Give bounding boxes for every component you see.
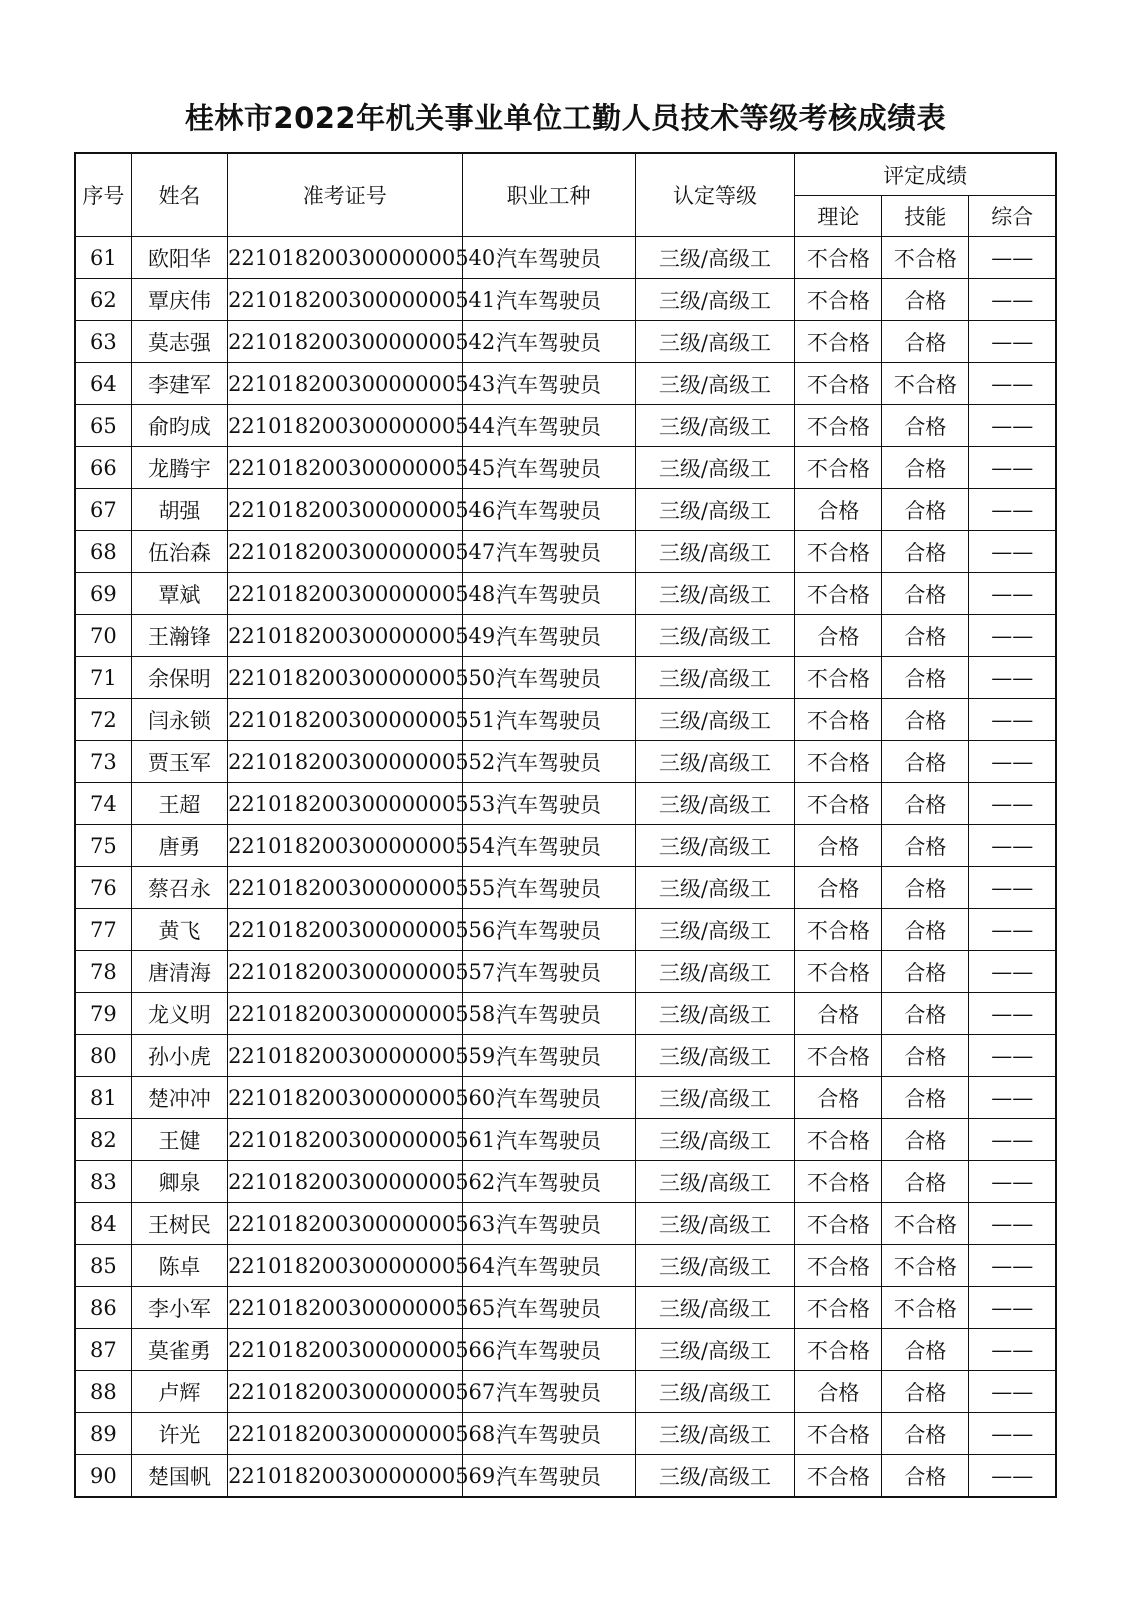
cell-level: 三级/高级工 <box>635 993 795 1035</box>
cell-overall-score: —— <box>969 363 1056 405</box>
cell-exam-id: 22101820030000000558 <box>228 993 462 1035</box>
cell-seq: 63 <box>75 321 131 363</box>
cell-overall-score: —— <box>969 909 1056 951</box>
table-row <box>75 867 1056 909</box>
cell-theory-score: 不合格 <box>795 909 882 951</box>
cell-overall-score: —— <box>969 1245 1056 1287</box>
cell-exam-id: 22101820030000000554 <box>228 825 462 867</box>
cell-theory-score: 合格 <box>795 489 882 531</box>
cell-skill-score: 合格 <box>882 1119 969 1161</box>
cell-level: 三级/高级工 <box>635 1329 795 1371</box>
cell-exam-id: 22101820030000000545 <box>228 447 462 489</box>
table-row <box>75 237 1056 279</box>
cell-seq: 71 <box>75 657 131 699</box>
cell-overall-score: —— <box>969 1371 1056 1413</box>
cell-theory-score: 不合格 <box>795 1413 882 1455</box>
cell-skill-score: 合格 <box>882 657 969 699</box>
cell-exam-id: 22101820030000000563 <box>228 1203 462 1245</box>
cell-skill-score: 合格 <box>882 279 969 321</box>
table-row <box>75 1035 1056 1077</box>
cell-occupation: 汽车驾驶员 <box>462 951 635 993</box>
cell-overall-score: —— <box>969 951 1056 993</box>
cell-name: 许光 <box>131 1413 227 1455</box>
cell-occupation: 汽车驾驶员 <box>462 405 635 447</box>
cell-name: 龙义明 <box>131 993 227 1035</box>
cell-exam-id: 22101820030000000561 <box>228 1119 462 1161</box>
cell-theory-score: 不合格 <box>795 1035 882 1077</box>
cell-overall-score: —— <box>969 825 1056 867</box>
table-row <box>75 279 1056 321</box>
cell-exam-id: 22101820030000000567 <box>228 1371 462 1413</box>
cell-occupation: 汽车驾驶员 <box>462 741 635 783</box>
cell-name: 余保明 <box>131 657 227 699</box>
cell-level: 三级/高级工 <box>635 531 795 573</box>
cell-skill-score: 合格 <box>882 447 969 489</box>
cell-exam-id: 22101820030000000553 <box>228 783 462 825</box>
cell-seq: 74 <box>75 783 131 825</box>
cell-exam-id: 22101820030000000564 <box>228 1245 462 1287</box>
cell-seq: 61 <box>75 237 131 279</box>
cell-name: 欧阳华 <box>131 237 227 279</box>
header-occupation: 职业工种 <box>462 153 635 237</box>
cell-exam-id: 22101820030000000565 <box>228 1287 462 1329</box>
cell-overall-score: —— <box>969 741 1056 783</box>
cell-name: 俞昀成 <box>131 405 227 447</box>
cell-theory-score: 不合格 <box>795 531 882 573</box>
cell-exam-id: 22101820030000000569 <box>228 1455 462 1498</box>
cell-level: 三级/高级工 <box>635 1161 795 1203</box>
cell-seq: 76 <box>75 867 131 909</box>
cell-occupation: 汽车驾驶员 <box>462 1203 635 1245</box>
cell-name: 莫志强 <box>131 321 227 363</box>
cell-occupation: 汽车驾驶员 <box>462 447 635 489</box>
cell-occupation: 汽车驾驶员 <box>462 909 635 951</box>
table-row <box>75 321 1056 363</box>
cell-exam-id: 22101820030000000542 <box>228 321 462 363</box>
cell-skill-score: 合格 <box>882 699 969 741</box>
cell-exam-id: 22101820030000000555 <box>228 867 462 909</box>
table-row <box>75 909 1056 951</box>
cell-theory-score: 不合格 <box>795 741 882 783</box>
table-row <box>75 573 1056 615</box>
cell-exam-id: 22101820030000000556 <box>228 909 462 951</box>
cell-seq: 64 <box>75 363 131 405</box>
cell-occupation: 汽车驾驶员 <box>462 1371 635 1413</box>
cell-exam-id: 22101820030000000547 <box>228 531 462 573</box>
cell-name: 覃斌 <box>131 573 227 615</box>
cell-skill-score: 合格 <box>882 1329 969 1371</box>
cell-overall-score: —— <box>969 1119 1056 1161</box>
cell-name: 孙小虎 <box>131 1035 227 1077</box>
cell-theory-score: 合格 <box>795 615 882 657</box>
cell-level: 三级/高级工 <box>635 1035 795 1077</box>
table-row <box>75 699 1056 741</box>
cell-name: 王瀚锋 <box>131 615 227 657</box>
cell-overall-score: —— <box>969 279 1056 321</box>
cell-seq: 67 <box>75 489 131 531</box>
cell-level: 三级/高级工 <box>635 279 795 321</box>
table-row <box>75 1119 1056 1161</box>
table-row <box>75 531 1056 573</box>
cell-theory-score: 不合格 <box>795 573 882 615</box>
cell-theory-score: 合格 <box>795 825 882 867</box>
cell-occupation: 汽车驾驶员 <box>462 573 635 615</box>
cell-exam-id: 22101820030000000540 <box>228 237 462 279</box>
cell-seq: 77 <box>75 909 131 951</box>
table-row <box>75 1245 1056 1287</box>
cell-level: 三级/高级工 <box>635 825 795 867</box>
cell-seq: 87 <box>75 1329 131 1371</box>
cell-skill-score: 合格 <box>882 405 969 447</box>
table-row <box>75 951 1056 993</box>
cell-name: 覃庆伟 <box>131 279 227 321</box>
cell-theory-score: 不合格 <box>795 405 882 447</box>
cell-overall-score: —— <box>969 573 1056 615</box>
cell-skill-score: 合格 <box>882 783 969 825</box>
cell-level: 三级/高级工 <box>635 1245 795 1287</box>
cell-level: 三级/高级工 <box>635 1119 795 1161</box>
cell-level: 三级/高级工 <box>635 1203 795 1245</box>
cell-skill-score: 合格 <box>882 825 969 867</box>
cell-theory-score: 不合格 <box>795 699 882 741</box>
cell-skill-score: 合格 <box>882 909 969 951</box>
cell-theory-score: 合格 <box>795 867 882 909</box>
cell-theory-score: 不合格 <box>795 1329 882 1371</box>
cell-overall-score: —— <box>969 1329 1056 1371</box>
cell-name: 胡强 <box>131 489 227 531</box>
cell-theory-score: 不合格 <box>795 363 882 405</box>
table-row <box>75 1455 1056 1498</box>
cell-skill-score: 合格 <box>882 321 969 363</box>
cell-name: 贾玉军 <box>131 741 227 783</box>
cell-exam-id: 22101820030000000560 <box>228 1077 462 1119</box>
cell-skill-score: 合格 <box>882 993 969 1035</box>
cell-exam-id: 22101820030000000541 <box>228 279 462 321</box>
cell-level: 三级/高级工 <box>635 783 795 825</box>
cell-exam-id: 22101820030000000552 <box>228 741 462 783</box>
cell-occupation: 汽车驾驶员 <box>462 321 635 363</box>
cell-theory-score: 不合格 <box>795 1287 882 1329</box>
cell-seq: 65 <box>75 405 131 447</box>
cell-occupation: 汽车驾驶员 <box>462 1035 635 1077</box>
cell-exam-id: 22101820030000000566 <box>228 1329 462 1371</box>
table-row <box>75 489 1056 531</box>
table-row <box>75 1287 1056 1329</box>
cell-overall-score: —— <box>969 1077 1056 1119</box>
cell-level: 三级/高级工 <box>635 1455 795 1498</box>
cell-overall-score: —— <box>969 867 1056 909</box>
cell-occupation: 汽车驾驶员 <box>462 1077 635 1119</box>
cell-name: 莫雀勇 <box>131 1329 227 1371</box>
cell-seq: 90 <box>75 1455 131 1498</box>
cell-skill-score: 合格 <box>882 1455 969 1498</box>
cell-theory-score: 合格 <box>795 1371 882 1413</box>
cell-level: 三级/高级工 <box>635 405 795 447</box>
cell-exam-id: 22101820030000000551 <box>228 699 462 741</box>
results-table <box>74 152 1057 1498</box>
cell-occupation: 汽车驾驶员 <box>462 531 635 573</box>
cell-level: 三级/高级工 <box>635 867 795 909</box>
cell-overall-score: —— <box>969 237 1056 279</box>
cell-occupation: 汽车驾驶员 <box>462 825 635 867</box>
cell-skill-score: 不合格 <box>882 363 969 405</box>
cell-overall-score: —— <box>969 699 1056 741</box>
cell-skill-score: 合格 <box>882 867 969 909</box>
cell-overall-score: —— <box>969 531 1056 573</box>
cell-overall-score: —— <box>969 1161 1056 1203</box>
cell-overall-score: —— <box>969 489 1056 531</box>
cell-overall-score: —— <box>969 1203 1056 1245</box>
cell-theory-score: 不合格 <box>795 321 882 363</box>
table-row <box>75 405 1056 447</box>
cell-occupation: 汽车驾驶员 <box>462 615 635 657</box>
cell-theory-score: 不合格 <box>795 237 882 279</box>
cell-theory-score: 不合格 <box>795 447 882 489</box>
header-name: 姓名 <box>131 153 227 237</box>
cell-seq: 85 <box>75 1245 131 1287</box>
cell-occupation: 汽车驾驶员 <box>462 657 635 699</box>
cell-skill-score: 合格 <box>882 1035 969 1077</box>
cell-overall-score: —— <box>969 1035 1056 1077</box>
cell-exam-id: 22101820030000000549 <box>228 615 462 657</box>
cell-exam-id: 22101820030000000559 <box>228 1035 462 1077</box>
cell-seq: 70 <box>75 615 131 657</box>
header-score-group: 评定成绩 <box>795 153 1056 196</box>
cell-theory-score: 不合格 <box>795 1245 882 1287</box>
cell-theory-score: 不合格 <box>795 657 882 699</box>
cell-theory-score: 不合格 <box>795 1119 882 1161</box>
cell-skill-score: 合格 <box>882 489 969 531</box>
cell-occupation: 汽车驾驶员 <box>462 1287 635 1329</box>
cell-overall-score: —— <box>969 1413 1056 1455</box>
table-row <box>75 1413 1056 1455</box>
cell-skill-score: 不合格 <box>882 1245 969 1287</box>
cell-exam-id: 22101820030000000544 <box>228 405 462 447</box>
cell-exam-id: 22101820030000000550 <box>228 657 462 699</box>
header-skill: 技能 <box>882 196 969 237</box>
cell-name: 卢辉 <box>131 1371 227 1413</box>
table-row <box>75 783 1056 825</box>
cell-skill-score: 合格 <box>882 1413 969 1455</box>
cell-name: 卿泉 <box>131 1161 227 1203</box>
cell-name: 李小军 <box>131 1287 227 1329</box>
table-row <box>75 1161 1056 1203</box>
cell-occupation: 汽车驾驶员 <box>462 279 635 321</box>
cell-overall-score: —— <box>969 615 1056 657</box>
header-level: 认定等级 <box>635 153 795 237</box>
cell-level: 三级/高级工 <box>635 1287 795 1329</box>
cell-skill-score: 合格 <box>882 741 969 783</box>
cell-seq: 79 <box>75 993 131 1035</box>
cell-name: 楚国帆 <box>131 1455 227 1498</box>
cell-occupation: 汽车驾驶员 <box>462 489 635 531</box>
cell-exam-id: 22101820030000000557 <box>228 951 462 993</box>
table-row <box>75 363 1056 405</box>
cell-level: 三级/高级工 <box>635 699 795 741</box>
cell-overall-score: —— <box>969 993 1056 1035</box>
cell-seq: 88 <box>75 1371 131 1413</box>
cell-level: 三级/高级工 <box>635 447 795 489</box>
cell-theory-score: 不合格 <box>795 951 882 993</box>
cell-exam-id: 22101820030000000543 <box>228 363 462 405</box>
cell-skill-score: 合格 <box>882 1161 969 1203</box>
table-row <box>75 825 1056 867</box>
cell-level: 三级/高级工 <box>635 321 795 363</box>
cell-seq: 68 <box>75 531 131 573</box>
cell-occupation: 汽车驾驶员 <box>462 1161 635 1203</box>
cell-overall-score: —— <box>969 783 1056 825</box>
cell-level: 三级/高级工 <box>635 951 795 993</box>
cell-level: 三级/高级工 <box>635 489 795 531</box>
cell-occupation: 汽车驾驶员 <box>462 993 635 1035</box>
cell-name: 唐勇 <box>131 825 227 867</box>
cell-seq: 82 <box>75 1119 131 1161</box>
table-row <box>75 1077 1056 1119</box>
cell-occupation: 汽车驾驶员 <box>462 783 635 825</box>
cell-level: 三级/高级工 <box>635 1371 795 1413</box>
cell-skill-score: 合格 <box>882 573 969 615</box>
cell-skill-score: 不合格 <box>882 1287 969 1329</box>
page-title: 桂林市2022年机关事业单位工勤人员技术等级考核成绩表 <box>184 101 947 135</box>
cell-occupation: 汽车驾驶员 <box>462 1329 635 1371</box>
cell-occupation: 汽车驾驶员 <box>462 363 635 405</box>
cell-theory-score: 合格 <box>795 1077 882 1119</box>
table-row <box>75 993 1056 1035</box>
cell-occupation: 汽车驾驶员 <box>462 867 635 909</box>
cell-name: 闫永锁 <box>131 699 227 741</box>
cell-name: 楚冲冲 <box>131 1077 227 1119</box>
cell-skill-score: 合格 <box>882 531 969 573</box>
cell-name: 唐清海 <box>131 951 227 993</box>
cell-theory-score: 不合格 <box>795 1455 882 1498</box>
table-row <box>75 615 1056 657</box>
cell-occupation: 汽车驾驶员 <box>462 699 635 741</box>
cell-level: 三级/高级工 <box>635 363 795 405</box>
cell-seq: 72 <box>75 699 131 741</box>
cell-overall-score: —— <box>969 405 1056 447</box>
cell-overall-score: —— <box>969 657 1056 699</box>
cell-theory-score: 不合格 <box>795 1203 882 1245</box>
cell-seq: 75 <box>75 825 131 867</box>
cell-exam-id: 22101820030000000568 <box>228 1413 462 1455</box>
cell-level: 三级/高级工 <box>635 1413 795 1455</box>
cell-theory-score: 不合格 <box>795 1161 882 1203</box>
cell-overall-score: —— <box>969 447 1056 489</box>
table-row <box>75 1371 1056 1413</box>
table-body <box>75 237 1056 1498</box>
cell-skill-score: 不合格 <box>882 237 969 279</box>
cell-level: 三级/高级工 <box>635 741 795 783</box>
table-row <box>75 1203 1056 1245</box>
cell-name: 李建军 <box>131 363 227 405</box>
cell-seq: 84 <box>75 1203 131 1245</box>
cell-seq: 80 <box>75 1035 131 1077</box>
cell-level: 三级/高级工 <box>635 573 795 615</box>
cell-name: 伍治森 <box>131 531 227 573</box>
header-theory: 理论 <box>795 196 882 237</box>
cell-skill-score: 合格 <box>882 951 969 993</box>
cell-name: 龙腾宇 <box>131 447 227 489</box>
cell-skill-score: 合格 <box>882 1077 969 1119</box>
table-row <box>75 1329 1056 1371</box>
table-header <box>75 153 1056 237</box>
cell-level: 三级/高级工 <box>635 1077 795 1119</box>
cell-exam-id: 22101820030000000546 <box>228 489 462 531</box>
cell-skill-score: 合格 <box>882 615 969 657</box>
cell-exam-id: 22101820030000000548 <box>228 573 462 615</box>
cell-seq: 83 <box>75 1161 131 1203</box>
table-row <box>75 447 1056 489</box>
cell-name: 王健 <box>131 1119 227 1161</box>
cell-seq: 73 <box>75 741 131 783</box>
cell-occupation: 汽车驾驶员 <box>462 1413 635 1455</box>
cell-theory-score: 不合格 <box>795 279 882 321</box>
cell-name: 陈卓 <box>131 1245 227 1287</box>
cell-occupation: 汽车驾驶员 <box>462 237 635 279</box>
cell-seq: 78 <box>75 951 131 993</box>
cell-overall-score: —— <box>969 1455 1056 1498</box>
cell-level: 三级/高级工 <box>635 615 795 657</box>
cell-skill-score: 合格 <box>882 1371 969 1413</box>
cell-name: 黄飞 <box>131 909 227 951</box>
table-row <box>75 657 1056 699</box>
cell-occupation: 汽车驾驶员 <box>462 1119 635 1161</box>
header-overall: 综合 <box>969 196 1056 237</box>
header-exam-id: 准考证号 <box>228 153 462 237</box>
cell-seq: 69 <box>75 573 131 615</box>
cell-level: 三级/高级工 <box>635 237 795 279</box>
cell-seq: 62 <box>75 279 131 321</box>
cell-seq: 66 <box>75 447 131 489</box>
header-seq: 序号 <box>75 153 131 237</box>
cell-level: 三级/高级工 <box>635 657 795 699</box>
cell-theory-score: 合格 <box>795 993 882 1035</box>
cell-seq: 89 <box>75 1413 131 1455</box>
cell-level: 三级/高级工 <box>635 909 795 951</box>
cell-overall-score: —— <box>969 321 1056 363</box>
cell-theory-score: 不合格 <box>795 783 882 825</box>
cell-name: 蔡召永 <box>131 867 227 909</box>
cell-occupation: 汽车驾驶员 <box>462 1245 635 1287</box>
cell-seq: 86 <box>75 1287 131 1329</box>
cell-name: 王超 <box>131 783 227 825</box>
cell-skill-score: 不合格 <box>882 1203 969 1245</box>
cell-exam-id: 22101820030000000562 <box>228 1161 462 1203</box>
table-row <box>75 741 1056 783</box>
cell-seq: 81 <box>75 1077 131 1119</box>
cell-occupation: 汽车驾驶员 <box>462 1455 635 1498</box>
cell-overall-score: —— <box>969 1287 1056 1329</box>
cell-name: 王树民 <box>131 1203 227 1245</box>
